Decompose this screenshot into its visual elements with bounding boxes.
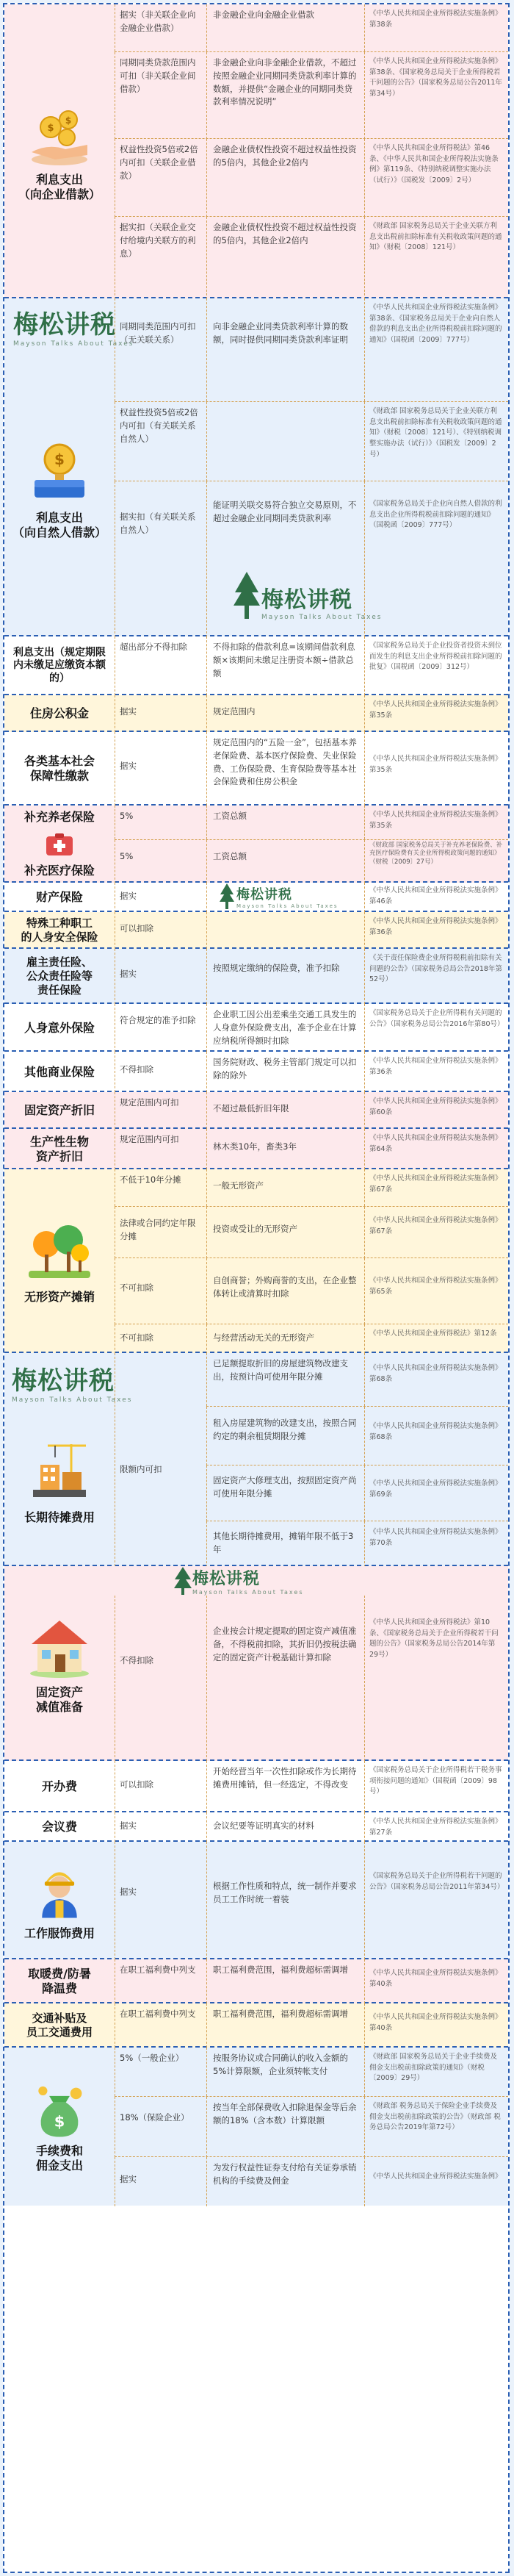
item-subtitle: 保障性缴款: [29, 769, 89, 783]
law-cell: 《中华人民共和国企业所得税法实施条例》第36条: [364, 912, 508, 949]
section-impairment: [4, 1566, 508, 1761]
law-cell: 《财政部 国家税务总局关于企业关联方利息支出税前扣除标准有关税收政策问题的通知》（财税〔2008〕121号）、《特别纳税调整实施办法（试行）》（国税发〔2009〕2号）: [364, 402, 508, 481]
pine-tree-icon: [173, 1566, 192, 1596]
law-cell: 《中华人民共和国企业所得税法实施条例》第46条: [364, 883, 508, 912]
detail-cell: 职工福利费范围，福利费超标需调增: [206, 2003, 364, 2048]
item-label: [4, 732, 115, 806]
brand-watermark: [236, 884, 339, 909]
section-bio-assets: [4, 1129, 508, 1169]
item-subtitle: （向自然人借款）: [12, 525, 106, 539]
law-cell: 《国家税务总局关于企业所得税若干问题的公告》（国家税务总局公告2011年第34号）: [364, 1842, 508, 1959]
rule-cell: 18%（保险企业）: [115, 2097, 206, 2157]
item-subtitle: 降温费: [41, 1981, 77, 1995]
table-row: [206, 1465, 508, 1521]
law-cell: 《中华人民共和国企业所得税法实施条例》第38条、《国家税务总局关于企业所得税若干问题的公告》（国家税务总局公告2011年第34号）: [364, 52, 508, 139]
money-bag-icon: [30, 2081, 89, 2139]
section-meeting: [4, 1812, 508, 1842]
law-cell: 《国家税务总局关于企业所得税若干税务事项衔接问题的通知》（国税函〔2009〕98号）: [364, 1761, 508, 1812]
law-cell: 《中华人民共和国企业所得税法实施条例》第68条: [364, 1407, 508, 1465]
table-row: [206, 1406, 508, 1465]
rule-cell: 据实: [115, 949, 206, 1004]
section-intangible: [4, 1169, 508, 1353]
item-title: 手续费和: [35, 2143, 83, 2158]
detail-cell: 投资或受让的无形资产: [206, 1207, 364, 1258]
detail-cell: 不超过最低折旧年限: [206, 1092, 364, 1129]
rule-cell: 据实扣（有关联关系自然人）: [115, 481, 206, 637]
item-title: 住房公积金: [29, 706, 89, 720]
section-long-term: [4, 1353, 508, 1566]
law-cell: 《中华人民共和国企业所得税法实施条例》第35条: [364, 806, 508, 839]
item-label: [4, 883, 115, 912]
rule-cell: 据实: [115, 1812, 206, 1842]
detail-cell: 开始经营当年一次性扣除或作为长期待摊费用摊销，但一经选定，不得改变: [206, 1761, 364, 1812]
brand-watermark: [192, 1566, 303, 1596]
law-cell: 《中华人民共和国企业所得税法实施条例》第70条: [364, 1521, 508, 1567]
item-label: [4, 1959, 115, 2003]
rule-cell: 可以扣除: [115, 912, 206, 949]
law-cell: 《中华人民共和国企业所得税法实施条例》: [364, 2157, 508, 2206]
rule-cell: 5%: [115, 840, 206, 883]
detail-cell: 国务院财政、税务主管部门规定可以扣除的除外: [206, 1052, 364, 1092]
worker-icon: [29, 1860, 90, 1922]
item-label: [4, 1169, 115, 1353]
law-cell: 《中华人民共和国企业所得税法实施条例》第36条: [364, 1052, 508, 1092]
detail-cell: 根据工作性质和特点，统一制作并要求员工工作时统一着装: [206, 1842, 364, 1959]
rule-cell: 据实: [115, 695, 206, 732]
rule-cell: 限额内可扣: [115, 1353, 206, 1566]
item-title: 其他商业保险: [23, 1064, 95, 1079]
item-label: [4, 912, 115, 949]
law-cell: 《中华人民共和国企业所得税法实施条例》第27条: [364, 1812, 508, 1842]
rule-cell: 法律或合同约定年限分摊: [115, 1207, 206, 1258]
item-label: [4, 2003, 115, 2048]
law-cell: 《中华人民共和国企业所得税法》第46条、《中华人民共和国企业所得税法实施条例》第119条、《特别纳税调整实施办法（试行）》（国税发〔2009〕2号）: [364, 139, 508, 217]
detail-cell: 规定范围内的“五险一金”，包括基本养老保险费、基本医疗保险费、失业保险费、工伤保险费、生育保险费等基本社会保险费和住房公积金: [206, 732, 364, 806]
detail-cell: 工资总额: [206, 806, 364, 839]
brand-name: 梅松讲税: [236, 887, 292, 903]
item-title: 工作服饰费用: [23, 1926, 95, 1940]
item-title: 无形资产摊销: [23, 1290, 95, 1304]
table-row: [115, 51, 508, 139]
detail-cell: 职工福利费范围，福利费超标需调增: [206, 1959, 364, 2003]
item-label: [4, 1092, 115, 1129]
section-accident: [4, 1004, 508, 1052]
law-cell: 《财政部 国家税务总局关于企业关联方利息支出税前扣除标准有关税收政策问题的通知》（财税〔2008〕121号）: [364, 217, 508, 299]
table-row: [206, 1521, 508, 1567]
section-transport: [4, 2003, 508, 2048]
section-uniform: [4, 1842, 508, 1959]
item-label: [4, 4, 115, 298]
law-cell: 《中华人民共和国企业所得税法实施条例》第64条: [364, 1129, 508, 1169]
detail-cell: [206, 912, 364, 949]
section-property-insurance: [4, 883, 508, 912]
detail-cell: 非金融企业向非金融企业借款，不超过按照金融企业同期同类贷款利率计算的数额，并提供“金融企业的同期同类贷款利率情况说明”: [206, 52, 364, 139]
rule-cell: 不低于10年分摊: [115, 1169, 206, 1206]
section-supplementary: [4, 806, 508, 883]
law-cell: 《中华人民共和国企业所得税法实施条例》第68条: [364, 1353, 508, 1406]
item-subtitle: 减值准备: [35, 1699, 83, 1714]
item-title: 固定资产: [35, 1685, 83, 1699]
construction-icon: [26, 1438, 93, 1506]
law-cell: 《财政部 国家税务总局关于补充养老保险费、补充医疗保险费有关企业所得税政策问题的通知》（财税〔2009〕27号）: [364, 840, 508, 883]
section-commission: [4, 2048, 508, 2206]
item-label: [4, 949, 115, 1004]
table-row: [115, 138, 508, 217]
detail-cell: 为发行权益性证券支付给有关证券承销机构的手续费及佣金: [206, 2157, 364, 2206]
rule-cell: 不得扣除: [115, 1052, 206, 1092]
brand-watermark: [261, 581, 382, 621]
rule-cell: 5%（一般企业）: [115, 2048, 206, 2096]
forest-icon: [26, 1218, 93, 1285]
law-cell: 《中华人民共和国企业所得税法实施条例》第69条: [364, 1465, 508, 1521]
section-interest-enterprise: [4, 4, 508, 298]
table-row: [115, 839, 508, 883]
item-subtitle: 责任保险: [37, 983, 82, 997]
item-title: 利息支出（规定期限内未缴足应缴资本额的）: [13, 646, 106, 684]
item-label: [4, 2048, 115, 2206]
section-interest-capital: [4, 636, 508, 695]
section-other-commercial: [4, 1052, 508, 1092]
detail-cell: 其他长期待摊费用，摊销年限不低于3年: [206, 1521, 364, 1567]
deduction-table: [3, 3, 510, 2573]
item-label: [4, 1842, 115, 1959]
svg-text:$: $: [54, 451, 65, 468]
item-label: [4, 1004, 115, 1052]
law-cell: 《中华人民共和国企业所得税法实施条例》第38条、《国家税务总局关于企业向自然人借款的利息支出企业所得税税前扣除问题的通知》（国税函〔2009〕777号）: [364, 298, 508, 401]
item-title: 利息支出: [35, 173, 83, 187]
brand-subtitle: Mayson Talks About Taxes: [12, 1396, 133, 1404]
law-cell: 《中华人民共和国企业所得税法实施条例》第67条: [364, 1207, 508, 1258]
detail-cell: 自创商誉；外购商誉的支出，在企业整体转让或清算时扣除: [206, 1258, 364, 1324]
item-label: [4, 342, 115, 636]
item-subtitle: 佣金支出: [35, 2158, 83, 2173]
rule-cell: 据实（非关联企业向金融企业借款）: [115, 4, 206, 51]
item-title: 生产性生物: [29, 1134, 89, 1149]
pine-tree-icon: [219, 883, 235, 911]
rule-cell: 权益性投资5倍或2倍内可扣（关联企业借款）: [115, 139, 206, 217]
detail-cell: 能证明关联交易符合独立交易原则，不超过金融企业同期同类贷款利率: [206, 481, 364, 637]
law-cell: 《国家税务总局关于企业投资者投资未到位而发生的利息支出企业所得税前扣除问题的批复》（国税函〔2009〕312号）: [364, 636, 508, 695]
table-row: [115, 2156, 508, 2206]
svg-text:$: $: [47, 123, 54, 134]
section-employer-liability: [4, 949, 508, 1004]
detail-cell: 租入房屋建筑物的改建支出，按照合同约定的剩余租赁期限分摊: [206, 1407, 364, 1465]
table-row: [115, 1169, 508, 1206]
item-title: 开办费: [41, 1779, 77, 1793]
rule-cell: 据实: [115, 732, 206, 806]
law-cell: 《中华人民共和国企业所得税法》第12条: [364, 1324, 508, 1354]
brand-name: 梅松讲税: [261, 587, 352, 613]
item-title: 各类基本社会: [23, 754, 95, 768]
item-subtitle: 公众责任险等: [26, 969, 93, 983]
item-subtitle: 员工交通费用: [26, 2026, 93, 2039]
item-title: 固定资产折旧: [23, 1103, 95, 1117]
item-label: [4, 1566, 115, 1761]
pine-tree-icon: [232, 570, 261, 622]
detail-cell: 工资总额: [206, 840, 364, 883]
detail-cell: [206, 402, 364, 481]
law-cell: 《中华人民共和国企业所得税法实施条例》第67条: [364, 1169, 508, 1206]
item-title: 取暖费/防暑: [28, 1967, 91, 1981]
item-label: [4, 1397, 115, 1566]
detail-cell: 不得扣除的借款利息=该期间借款利息额×该期间未缴足注册资本额÷借款总额: [206, 636, 364, 695]
item-subtitle: 资产折旧: [35, 1149, 83, 1163]
law-cell: 《中华人民共和国企业所得税法实施条例》第65条: [364, 1258, 508, 1324]
brand-name: 梅松讲税: [192, 1569, 261, 1588]
detail-cell: 按当年全部保费收入扣除退保金等后余额的18%（含本数）计算限额: [206, 2097, 364, 2157]
brand-subtitle: Mayson Talks About Taxes: [192, 1589, 304, 1596]
table-row: [115, 4, 508, 51]
rule-cell: 规定范围内可扣: [115, 1129, 206, 1169]
item-label: [4, 1052, 115, 1092]
rule-cell: 可以扣除: [115, 1761, 206, 1812]
coin-growth-icon: [26, 439, 93, 506]
detail-cell: 非金融企业向金融企业借款: [206, 4, 364, 51]
rule-cell: 不可扣除: [115, 1324, 206, 1354]
item-title: 人身意外保险: [23, 1020, 95, 1035]
brand-subtitle: Mayson Talks About Taxes: [13, 340, 134, 348]
detail-cell: 按服务协议或合同确认的收入金额的5%计算限额，企业须转帐支付: [206, 2048, 364, 2096]
svg-text:$: $: [54, 2112, 65, 2131]
item-title: 长期待摊费用: [23, 1510, 95, 1524]
rule-cell: 规定范围内可扣: [115, 1092, 206, 1129]
detail-cell: 企业按会计规定提取的固定资产减值准备，不得税前扣除，其折旧仍按税法确定的固定资产计税基础计算扣除: [206, 1596, 364, 1761]
detail-cell: 企业职工因公出差乘坐交通工具发生的人身意外保险费支出，准予企业在计算应纳税所得额时扣除: [206, 1004, 364, 1052]
rule-cell: 符合规定的准予扣除: [115, 1004, 206, 1052]
coin-hand-icon: [26, 101, 93, 168]
item-title: 交通补贴及: [32, 2012, 87, 2026]
table-row: [115, 2096, 508, 2157]
table-row: [206, 1353, 508, 1406]
detail-cell: 规定范围内: [206, 695, 364, 732]
rule-cell: 权益性投资5倍或2倍内可扣（有关联关系自然人）: [115, 402, 206, 481]
item-label: [4, 1812, 115, 1842]
law-cell: 《财政部 税务总局关于保险企业手续费及佣金支出税前扣除政策的公告》（财政部 税务总局公告2019年第72号）: [364, 2097, 508, 2157]
table-row: [115, 1324, 508, 1354]
table-row: [115, 1206, 508, 1258]
rule-cell: 据实扣（关联企业交付给境内关联方的利息）: [115, 217, 206, 299]
law-cell: 《国家税务总局关于企业向自然人借款的利息支出企业所得税税前扣除问题的通知》（国税函〔2009〕777号）: [364, 481, 508, 637]
first-aid-icon: [45, 832, 74, 857]
rule-cell: 同期同类范围内可扣（无关联关系）: [115, 298, 206, 401]
detail-cell: 已足额提取折旧的房屋建筑物改建支出，按预计尚可使用年限分摊: [206, 1353, 364, 1406]
detail-cell: 一般无形资产: [206, 1169, 364, 1206]
item-label: [4, 636, 115, 695]
detail-cell: 向非金融企业同类贷款利率计算的数额，同时提供同期同类贷款利率证明: [206, 298, 364, 401]
item-title: 雇主责任险、: [26, 955, 93, 969]
rule-cell: 在职工福利费中列支: [115, 2003, 206, 2048]
brand-subtitle: Mayson Talks About Taxes: [261, 614, 383, 621]
law-cell: 《关于责任保险费企业所得税税前扣除有关问题的公告》（国家税务总局公告2018年第52号）: [364, 949, 508, 1004]
rule-cell: 超出部分不得扣除: [115, 636, 206, 695]
law-cell: 《财政部 国家税务总局关于企业手续费及佣金支出税前扣除政策的通知》（财税〔2009〕29号）: [364, 2048, 508, 2096]
brand-name: 梅松讲税: [13, 310, 116, 340]
detail-cell: 金融企业债权性投资不超过权益性投资的5倍内，其他企业2倍内: [206, 217, 364, 299]
table-row: [115, 806, 508, 839]
section-startup: [4, 1761, 508, 1812]
detail-cell: 会议纪要等证明真实的材料: [206, 1812, 364, 1842]
detail-cell: 按照规定缴纳的保险费，准予扣除: [206, 949, 364, 1004]
section-fixed-assets: [4, 1092, 508, 1129]
detail-cell: 林木类10年，畜类3年: [206, 1129, 364, 1169]
law-cell: 《国家税务总局关于企业所得税有关问题的公告》（国家税务总局公告2016年第80号）: [364, 1004, 508, 1052]
law-cell: 《中华人民共和国企业所得税法》第10条、《国家税务总局关于企业所得税若干问题的公告》（国家税务总局公告2014年第29号）: [364, 1596, 508, 1761]
law-cell: 《中华人民共和国企业所得税法实施条例》第35条: [364, 732, 508, 806]
rule-cell: 5%: [115, 806, 206, 839]
rule-cell: 不可扣除: [115, 1258, 206, 1324]
table-row: [115, 298, 508, 401]
item-title: 财产保险: [35, 890, 83, 904]
item-label: [4, 806, 115, 883]
rule-cell: 在职工福利费中列支: [115, 1959, 206, 2003]
section-special-personal: [4, 912, 508, 949]
rule-cell: 据实: [115, 883, 206, 912]
law-cell: 《中华人民共和国企业所得税法实施条例》第60条: [364, 1092, 508, 1129]
rule-cell: 据实: [115, 2157, 206, 2206]
law-cell: 《中华人民共和国企业所得税法实施条例》第38条: [364, 4, 508, 51]
item-subtitle: 的人身安全保险: [21, 930, 98, 944]
rule-cell: 不得扣除: [115, 1596, 206, 1761]
item-title: 补充养老保险: [23, 810, 95, 824]
section-social-insurance: [4, 732, 508, 806]
law-cell: 《中华人民共和国企业所得税法实施条例》第40条: [364, 2003, 508, 2048]
table-row: [115, 401, 508, 481]
detail-cell: 与经营活动无关的无形资产: [206, 1324, 364, 1354]
law-cell: 《中华人民共和国企业所得税法实施条例》第40条: [364, 1959, 508, 2003]
table-row: [115, 1257, 508, 1324]
section-interest-person: [4, 298, 508, 636]
item-label: [4, 1761, 115, 1812]
brand-name: 梅松讲税: [12, 1366, 115, 1396]
detail-cell: 固定资产大修理支出，按照固定资产尚可使用年限分摊: [206, 1465, 364, 1521]
item-title: 利息支出: [35, 511, 83, 525]
rule-cell: 同期同类贷款范围内可扣（非关联企业间借款）: [115, 52, 206, 139]
rule-cell: 据实: [115, 1842, 206, 1959]
section-heating: [4, 1959, 508, 2003]
item-label: [4, 1129, 115, 1169]
item-subtitle: （向企业借款）: [18, 187, 101, 201]
item-title: 补充医疗保险: [23, 864, 95, 878]
detail-cell: 金融企业债权性投资不超过权益性投资的5倍内，其他企业2倍内: [206, 139, 364, 217]
item-title: 会议费: [41, 1820, 77, 1834]
svg-text:$: $: [65, 115, 72, 126]
section-housing-fund: [4, 695, 508, 732]
brand-subtitle: Mayson Talks About Taxes: [236, 903, 339, 909]
table-row: [115, 216, 508, 299]
house-icon: [26, 1613, 93, 1681]
table-row: [115, 2048, 508, 2096]
law-cell: 《中华人民共和国企业所得税法实施条例》第35条: [364, 695, 508, 732]
item-title: 特殊工种职工: [26, 916, 93, 930]
item-label: [4, 695, 115, 732]
